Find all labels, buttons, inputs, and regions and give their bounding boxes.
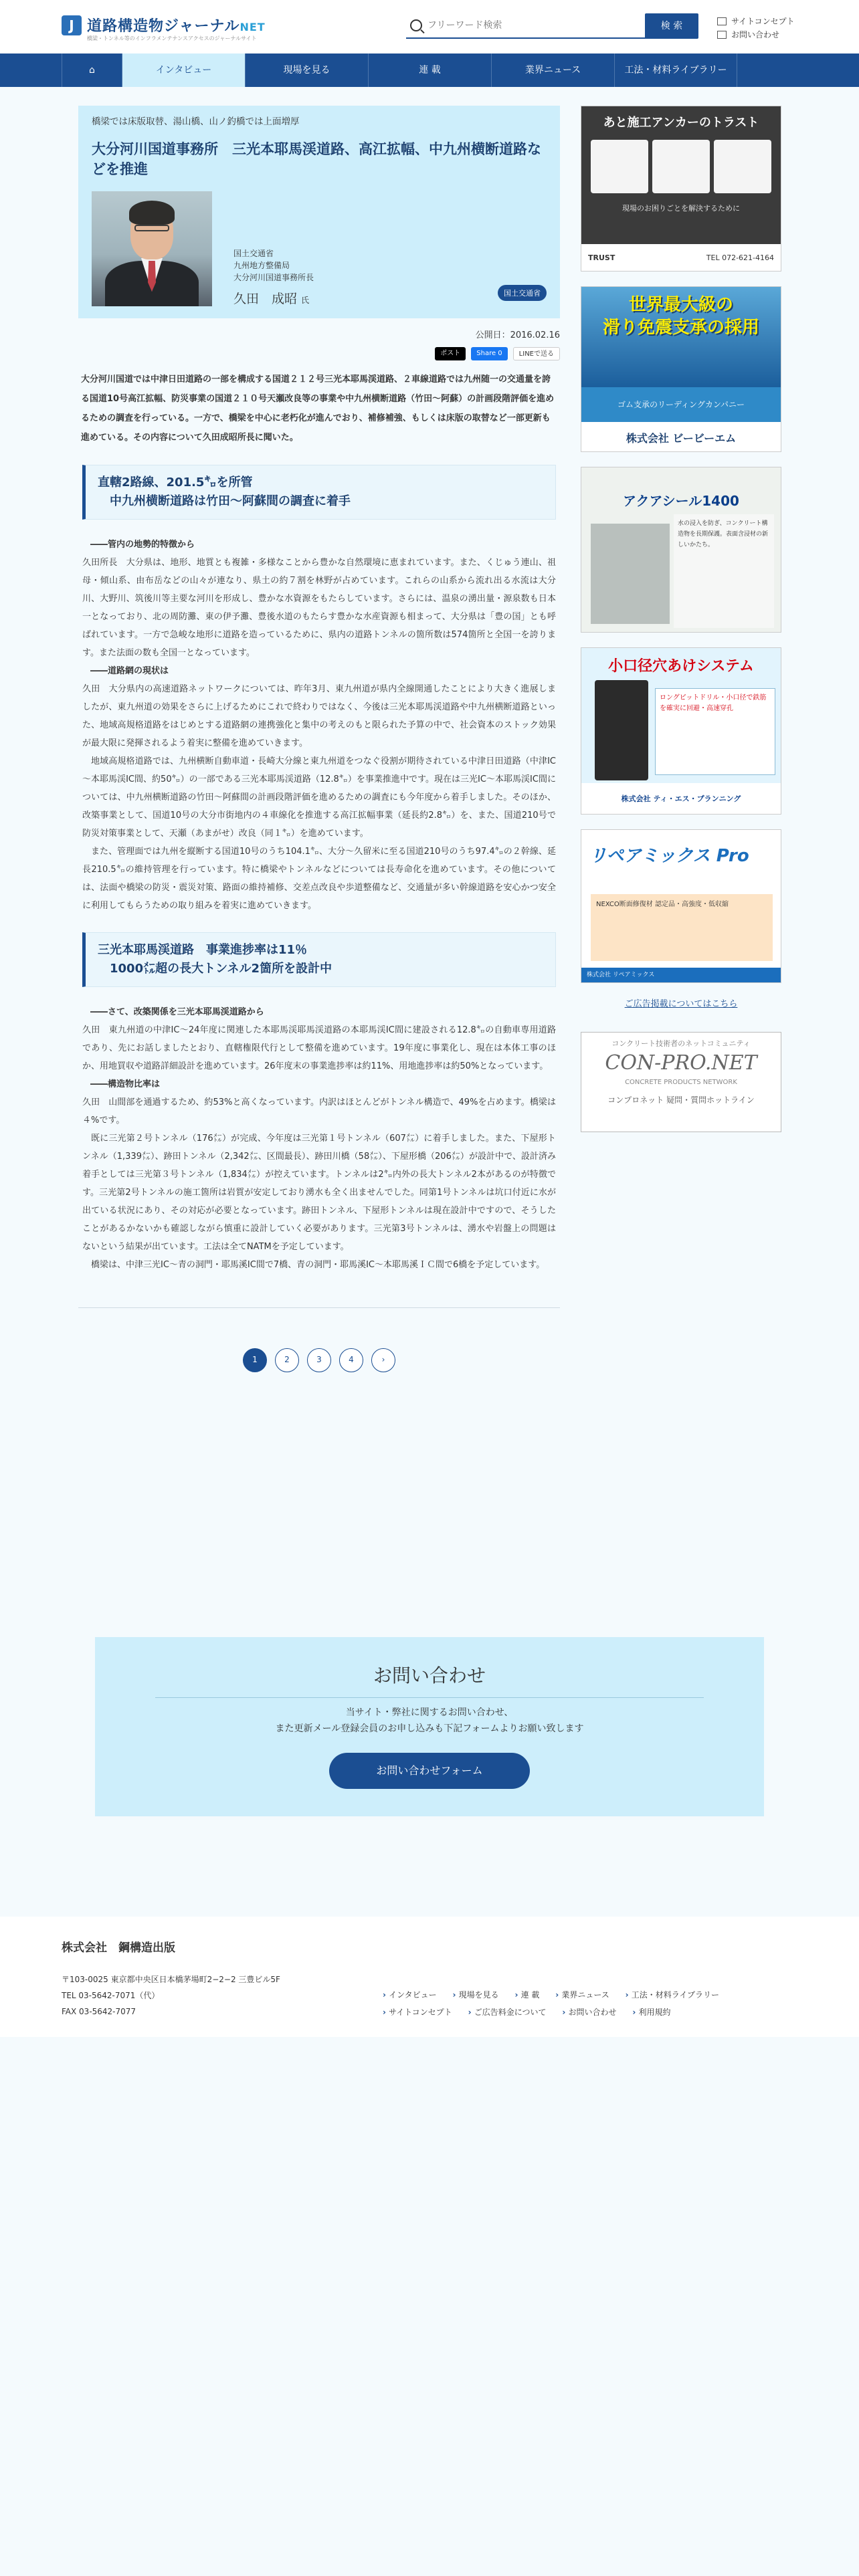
logo-icon: J bbox=[62, 15, 82, 35]
nav-site-visit[interactable]: 現場を見る bbox=[245, 53, 368, 87]
global-nav bbox=[0, 53, 859, 87]
publish-date: 公開日：2016.02.16 bbox=[475, 330, 560, 340]
interviewee-org: 国土交通省 九州地方整備局 大分河川国道事務所長 bbox=[233, 249, 314, 282]
footer-link[interactable]: › サイトコンセプト bbox=[383, 2004, 452, 2021]
footer-link[interactable]: › 業界ニュース bbox=[555, 1986, 609, 2004]
interviewee-block bbox=[92, 191, 547, 306]
ad-info-link[interactable]: ご広告掲載についてはこちら bbox=[624, 999, 738, 1009]
footer-link[interactable]: › ご広告料金について bbox=[468, 2004, 547, 2021]
header-links bbox=[717, 15, 795, 41]
sidebar bbox=[581, 106, 781, 1147]
share-x-button[interactable]: ポスト bbox=[435, 347, 466, 360]
main-content bbox=[78, 106, 560, 1372]
share-facebook-button[interactable]: Share 0 bbox=[471, 347, 507, 360]
section-heading: 三光本耶馬渓道路 事業進捗率は11％ 1000㍍超の長大トンネル2箇所を設計中 bbox=[82, 932, 556, 987]
site-footer bbox=[0, 1917, 859, 2037]
footer-nav bbox=[383, 1986, 811, 2021]
nav-series[interactable]: 連 載 bbox=[368, 53, 491, 87]
ad-banner-conpro[interactable]: コンクリート技術者のネットコミュニティ CON-PRO.NET CONCRETE PRODUCTS NETWORK コンプロネット 疑問・質問ホットライン bbox=[581, 1032, 781, 1132]
mail-icon bbox=[717, 31, 727, 39]
ad-banner-repairmix[interactable]: リペアミックス Pro NEXCO断面修復材 認定品・高強度・低収縮 株式会社 リペアミックス bbox=[581, 829, 781, 983]
footer-link[interactable]: › お問い合わせ bbox=[562, 2004, 616, 2021]
nav-library[interactable]: 工法・材料ライブラリー bbox=[614, 53, 737, 87]
divider bbox=[78, 1307, 560, 1308]
ad-banner-drill[interactable]: 小口径穴あけシステム ロングピットドリル・小口径で鉄筋を確実に回避・高速穿孔 株式会社 ティ・エス・プランニング bbox=[581, 647, 781, 815]
section-heading: 直轄2路線、201.5㌔を所管 中九州横断道路は竹田～阿蘇間の調査に着手 bbox=[82, 465, 556, 520]
site-logo[interactable] bbox=[62, 15, 266, 41]
contact-form-button[interactable]: お問い合わせフォーム bbox=[329, 1753, 530, 1789]
logo-subtitle: 橋梁・トンネル等のインフラメンテナンスアクセスのジャーナルサイト bbox=[87, 35, 257, 41]
contact-title: お問い合わせ bbox=[373, 1665, 486, 1687]
search-input[interactable] bbox=[427, 20, 622, 31]
footer-company: 株式会社 鋼構造出版 bbox=[62, 1941, 175, 1955]
page-3[interactable]: 3 bbox=[307, 1348, 331, 1372]
search-box bbox=[406, 13, 647, 39]
share-buttons bbox=[78, 347, 560, 360]
search-icon bbox=[410, 19, 422, 31]
article-header bbox=[78, 106, 560, 318]
footer-link[interactable]: › インタビュー bbox=[383, 1986, 437, 2004]
contact-section: お問い合わせ 当サイト・弊社に関するお問い合わせ、 また更新メール登録会員のお申し込みも下記フォームよりお願い致します お問い合わせフォーム bbox=[95, 1637, 764, 1816]
search-button[interactable]: 検 索 bbox=[645, 13, 698, 39]
pagination bbox=[78, 1348, 560, 1372]
ad-banner-aquaseal[interactable]: アクアシール1400 水の浸入を防ぎ、コンクリート構造物を長期保護。表面含浸材の新しいかたち。 bbox=[581, 467, 781, 633]
document-icon bbox=[717, 17, 727, 25]
ad-banner-trust[interactable]: あと施工アンカーのトラスト 現場のお困りごとを解決するために TRUST TEL 072-621-4164 bbox=[581, 106, 781, 272]
page-1[interactable]: 1 bbox=[243, 1348, 267, 1372]
site-header bbox=[0, 0, 859, 53]
nav-home[interactable] bbox=[62, 53, 122, 87]
sitemap-link[interactable]: サイトコンセプト bbox=[717, 15, 795, 28]
next-page-button[interactable]: › bbox=[371, 1348, 395, 1372]
page-4[interactable]: 4 bbox=[339, 1348, 363, 1372]
category-tag[interactable]: 国土交通省 bbox=[498, 285, 547, 301]
footer-address: 〒103-0025 東京都中央区日本橋茅場町2−2−2 三豊ビル5F TEL 03-5642-7071（代） FAX 03-5642-7077 bbox=[62, 1975, 280, 2016]
article-body: ――管内の地勢的特徴から 久田所長 大分県は、地形、地質とも複雑・多様なことから豊かな自然環境に恵まれています。また、くじゅう連山、祖母・傾山系、由布岳などの山々が連なり、県土の約７割を林野が占めています。これらの山系から流れ出る水流は大分川、大野川、筑後川等主要な河川を形成し、豊かな水資源をもたらしています。さらには、温泉の湧出量・源泉数も日本一となっており、北の周防灘、東の伊予灘、豊後水道のもたらす豊かな水産資源も相まって、大分県は「豊の国」とも呼ばれています。一方で急峻な地形に道路を造っているために、県内の道路トンネルの箇所数は574箇所と全国一を誇ります。また法面の数も全国一となっています。 ――道路網の現状は 久田 大分県内の高速道路ネットワークについては、昨年3月、東九州道が県内全線開通したことにより大きく進展しましたが、東九州道の効果をさらに上げるためにこれで終わりではなく、今後は三光本耶馬渓道路や中九州横断道路といった、地域高規格道路をはじめとする道路網の連携強化と集中の考えのもと限られた予算の中で、社会資本のストック効果が最大限に発揮されるよう着実に整備を進めていきます。 地域高規格道路では、九州横断自動車道・長崎大分線と東九州道をつなぐ役割が期待されている中津日田道路（中津IC～本耶馬渓IC間、約50㌔）の一部である三光本耶馬渓道路（12.8㌔）を事業推進中です。現在は三光IC～本耶馬渓IC間については、中九州横断道路の竹田～阿蘇間の計画段階評価を進めるための調査にも今年度から着手しました。そのほか、改築事業として、国道10号の大分市街地内の４車線化を推進する高江拡幅事業（延長約2.8㌔）を、また、国道210号で防災対策事業として、天瀬（あまがせ）改良（同１㌔）を進めています。 また、管理面では九州を縦断する国道10号のうち104.1㌔、大分～久留米に至る国道210号のうち97.4㌔の２幹線、延長210.5㌔の維持管理を行っています。特に橋梁やトンネルなどについては長寿命化を進めています。その他については、法面や橋梁の防災・震災対策、路面の維持補修、交差点改良や歩道整備など、交通量が多い幹線道路を安心かつ安全に利用してもらうための取り組みを着実に進めていきます。 bbox=[82, 540, 556, 911]
footer-link[interactable]: › 現場を見る bbox=[452, 1986, 498, 2004]
contact-link[interactable]: お問い合わせ bbox=[717, 28, 795, 41]
interviewee-photo bbox=[92, 191, 212, 306]
page-2[interactable]: 2 bbox=[275, 1348, 299, 1372]
footer-link[interactable]: › 工法・材料ライブラリー bbox=[626, 1986, 719, 2004]
article-title: 大分河川国道事務所 三光本耶馬渓道路、高江拡幅、中九州横断道路などを推進 bbox=[92, 141, 541, 177]
article-kicker: 橋梁では床版取替、湯山橋、山ノ釣橋では上面増厚 bbox=[92, 116, 300, 127]
nav-interview[interactable]: インタビュー bbox=[122, 53, 245, 87]
share-line-button[interactable]: LINEで送る bbox=[513, 347, 560, 360]
logo-title: 道路構造物ジャーナルNET bbox=[87, 18, 266, 35]
article-body: ――さて、改築関係を三光本耶馬渓道路から 久田 東九州道の中津IC～24年度に関連した本耶馬渓耶馬渓道路の本耶馬渓IC間に建設される12.8㌔の自動車専用道路であり、先にお話しましたとおり、直轄権限代行として整備を進めています。19年度に事業化し、現在は本体工事のほか、用地買収や道路詳細設計を進めています。26年度末の事業進捗率は約11%、用地進捗率は約50%となっています。 ――構造物比率は 久田 山間部を通過するため、約53%と高くなっています。内訳はほとんどがトンネル構造で、49%を占めます。橋梁は４%です。 既に三光第２号トンネル（176㍍）が完成、今年度は三光第１号トンネル（607㍍）に着手しました。また、下屋形トンネル（1,339㍍）、跡田トンネル（2,342㍍、区間最長）、跡田川橋（58㍍）、下屋形橋（206㍍）が設計中で、設計済み着手としては三光第３号トンネル（1,834㍍）が控えています。トンネルは2㌔内外の長大トンネル2本があるのが特徴です。三光第2号トンネルの施工箇所は岩質が安定しており湧水も全く出ませんでした。同第1号トンネルは坑口付近に水が出ている状況にあり、その対応が必要となっています。跡田トンネル、下屋形トンネルは現在設計中ですので、そうしたことがあるかないかも確認しながら慎重に設計していく必要があります。三光第3号トンネルは、湧水や岩盤上の問題はないという結果が出ています。工法は全てNATMを予定しています。 橋梁は、中津三光IC～青の洞門・耶馬溪IC間で7橋、青の洞門・耶馬溪IC～本耶馬溪ＩＣ間で6橋を予定しています。 bbox=[82, 1007, 556, 1270]
footer-link[interactable]: › 連 載 bbox=[514, 1986, 539, 2004]
footer-link[interactable]: › 利用規約 bbox=[632, 2004, 670, 2021]
home-icon: ⌂ bbox=[89, 65, 95, 76]
interviewee-name: 久田 成昭 氏 bbox=[233, 292, 310, 306]
nav-industry-news[interactable]: 業界ニュース bbox=[491, 53, 614, 87]
ad-banner-bbm[interactable]: 世界最大級の 滑り免震支承の採用 ゴム支承のリーディングカンパニー 株式会社 ビービーエム bbox=[581, 286, 781, 452]
article-lead: 大分河川国道では中津日田道路の一部を構成する国道２１２号三光本耶馬渓道路、２車線道路では九州随一の交通量を誇る国道10号高江拡幅、防災事業の国道２１０号天瀬改良等の事業や中九州横断道路（竹田～阿蘇）の計画段階評価を進めるための調査を行っている。一方で、橋梁を中心に老朽化が進んでおり、補修補強、もしくは床版の取替など一部更新も進めている。その内容について久田成昭所長に聞いた。 bbox=[81, 374, 555, 443]
